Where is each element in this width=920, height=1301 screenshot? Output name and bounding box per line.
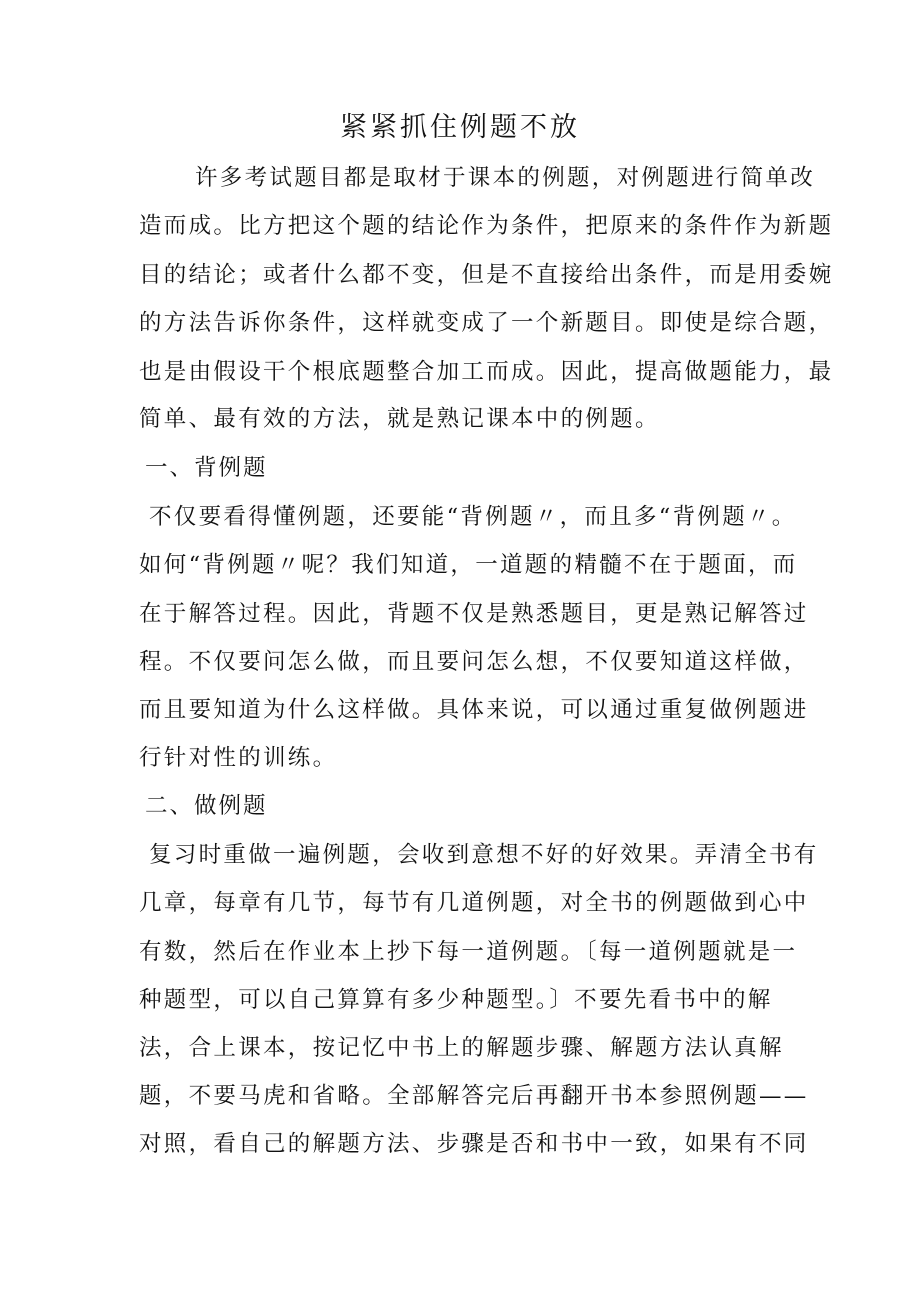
section-line: 复习时重做一遍例题，会收到意想不好的好效果。弄清全书有 bbox=[149, 842, 819, 868]
intro-line: 目的结论；或者什么都不变，但是不直接给出条件，而是用委婉 bbox=[139, 262, 834, 288]
section-line: 种题型，可以自己算算有多少种题型。〕不要先看书中的解 bbox=[139, 987, 773, 1013]
section-line: 几章，每章有几节，每节有几道例题，对全书的例题做到心中 bbox=[139, 890, 809, 916]
section-line: 程。不仅要问怎么做，而且要问怎么想，不仅要知道这样做， bbox=[139, 649, 809, 675]
section-line: 在于解答过程。因此，背题不仅是熟悉题目，更是熟记解答过 bbox=[139, 601, 809, 627]
intro-line: 也是由假设干个根底题整合加工而成。因此，提高做题能力，最 bbox=[139, 359, 834, 385]
intro-line: 的方法告诉你条件，这样就变成了一个新题目。即使是综合题， bbox=[139, 310, 834, 336]
section-line: 如何“背例题〃呢？我们知道，一道题的精髓不在于题面，而 bbox=[139, 552, 798, 578]
section-line: 对照，看自己的解题方法、步骤是否和书中一致，如果有不同 bbox=[139, 1131, 809, 1157]
section-line: 法，合上课本，按记忆中书上的解题步骤、解题方法认真解 bbox=[139, 1035, 784, 1061]
document-title: 紧紧抓住例题不放 bbox=[340, 112, 580, 143]
intro-line: 简单、最有效的方法，就是熟记课本中的例题。 bbox=[139, 406, 660, 432]
section-line: 不仅要看得懂例题，还要能“背例题〃，而且多“背例题〃。 bbox=[149, 504, 797, 530]
section-line: 而且要知道为什么这样做。具体来说，可以通过重复做例题进 bbox=[139, 697, 809, 723]
section-line: 有数，然后在作业本上抄下每一道例题。〔每一道例题就是一 bbox=[139, 939, 798, 965]
section-heading-recite: 一、背例题 bbox=[145, 455, 268, 481]
section-heading-practice: 二、做例题 bbox=[145, 793, 268, 819]
section-line: 行针对性的训练。 bbox=[139, 745, 338, 771]
intro-line: 许多考试题目都是取材于课本的例题，对例题进行简单改 bbox=[195, 165, 816, 191]
intro-line: 造而成。比方把这个题的结论作为条件，把原来的条件作为新题 bbox=[139, 213, 834, 239]
section-line: 题，不要马虎和省略。全部解答完后再翻开书本参照例题—— bbox=[139, 1083, 809, 1109]
